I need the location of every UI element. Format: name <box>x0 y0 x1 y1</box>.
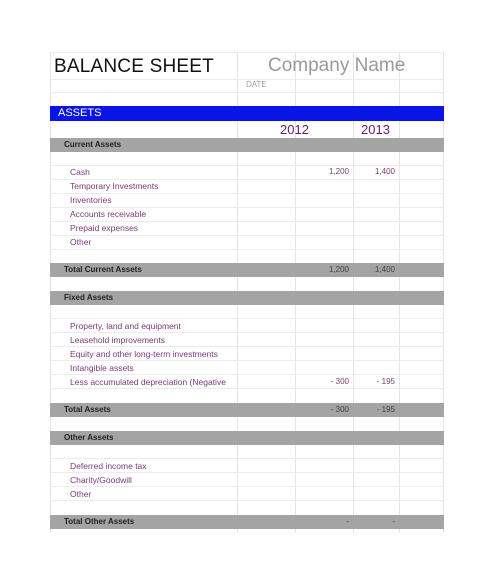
grid-line <box>50 388 444 389</box>
total-other-2012: - <box>346 517 349 526</box>
assets-bar <box>50 106 444 121</box>
grid-line <box>50 346 444 347</box>
assets-label: ASSETS <box>58 107 102 119</box>
list-item: Leasehold improvements <box>70 335 165 345</box>
grid-line <box>50 193 444 194</box>
value-2013: - 195 <box>376 377 395 386</box>
date-label: DATE <box>246 80 267 89</box>
grid-line <box>50 179 444 180</box>
list-item: Deferred income tax <box>70 461 147 471</box>
grid-line <box>50 458 444 459</box>
list-item: Accounts receivable <box>70 209 147 219</box>
year-2012: 2012 <box>280 122 309 137</box>
other-assets-header: Other Assets <box>64 433 114 442</box>
current-assets-header: Current Assets <box>64 140 122 149</box>
grid-line <box>50 318 444 319</box>
total-current-2012: 1,200 <box>328 265 349 274</box>
list-item: Equity and other long-term investments <box>70 349 218 359</box>
list-item: Property, land and equipment <box>70 321 181 331</box>
grid-line <box>50 235 444 236</box>
grid-line <box>50 486 444 487</box>
total-other-assets-label: Total Other Assets <box>64 517 135 526</box>
list-item: Cash <box>70 167 90 177</box>
grid-line <box>50 92 444 93</box>
total-other-2013: - <box>392 517 395 526</box>
company-name: Company Name <box>268 55 406 76</box>
fixed-assets-header: Fixed Assets <box>64 293 114 302</box>
list-item: Inventories <box>70 195 112 205</box>
value-2013: 1,400 <box>374 167 395 176</box>
list-item: Prepaid expenses <box>70 223 139 233</box>
list-item: Other <box>70 489 92 499</box>
value-2012: - 300 <box>330 377 349 386</box>
total-assets-label: Total Assets <box>64 405 111 414</box>
grid-line <box>50 500 444 501</box>
list-item: Temporary Investments <box>70 181 159 191</box>
list-item: Intangible assets <box>70 363 134 373</box>
grid-line <box>50 472 444 473</box>
grid-line <box>50 221 444 222</box>
grid-line <box>50 374 444 375</box>
grid-line <box>50 360 444 361</box>
list-item: Other <box>70 237 92 247</box>
total-assets-2013: - 195 <box>376 405 395 414</box>
total-assets-2012: - 300 <box>330 405 349 414</box>
grid-line <box>50 207 444 208</box>
grid-line <box>50 52 444 53</box>
balance-sheet <box>50 52 444 532</box>
year-2013: 2013 <box>361 122 390 137</box>
value-2012: 1,200 <box>328 167 349 176</box>
grid-line <box>50 249 444 250</box>
grid-line <box>50 332 444 333</box>
list-item: Less accumulated depreciation (Negative <box>70 377 226 387</box>
page-title: BALANCE SHEET <box>54 56 214 77</box>
total-current-assets-label: Total Current Assets <box>64 265 142 274</box>
list-item: Charity/Goodwill <box>70 475 132 485</box>
grid-line <box>50 165 444 166</box>
total-current-2013: 1,400 <box>374 265 395 274</box>
